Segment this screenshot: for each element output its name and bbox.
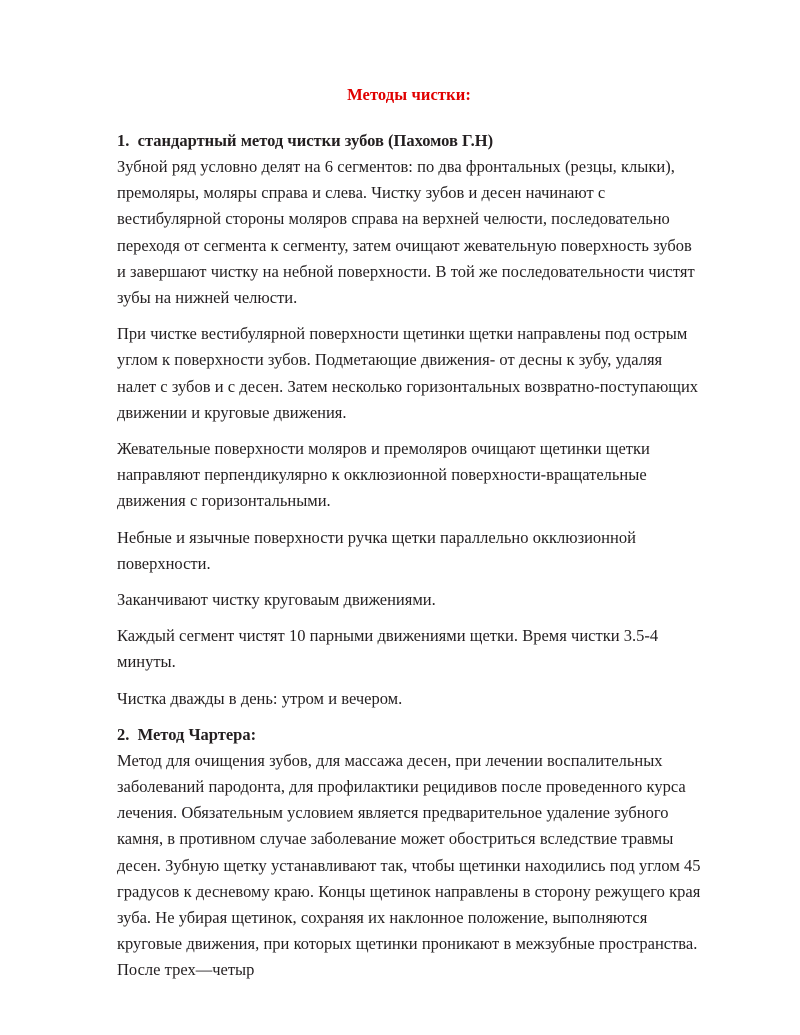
paragraph-block bbox=[117, 748, 705, 984]
section-1-paragraph-4: Небные и язычные поверхности ручка щетки параллельно окклюзионной поверхности. bbox=[117, 527, 641, 573]
paragraph-block bbox=[117, 321, 707, 426]
section-1-heading-label: стандартный метод чистки зубов (Пахомов Г.Н) bbox=[137, 131, 494, 150]
paragraph-block bbox=[117, 154, 701, 311]
section-2-heading-label: Метод Чартера: bbox=[137, 724, 257, 744]
section-2-marker: 2. bbox=[117, 724, 130, 744]
paragraph-block bbox=[117, 623, 701, 675]
section-2-heading-block bbox=[117, 722, 701, 748]
section-1-paragraph-2: При чистке вестибулярной поверхности щетинки щетки направлены под острым углом к поверхности зубов. Подметающие движения- от десны к зубу, удаляя налет с зубов и с десен. Затем несколько горизонтальных возвратно-поступающих движении и круговые движения. bbox=[117, 324, 707, 422]
section-1-marker: 1. bbox=[117, 131, 130, 150]
section-1-paragraph-5: Заканчивают чистку круговаым движениями. bbox=[117, 590, 436, 610]
paragraph-block bbox=[117, 587, 701, 613]
page-title: Методы чистки: bbox=[347, 85, 471, 104]
paragraph-block bbox=[117, 436, 701, 515]
section-1-paragraph-6: Каждый сегмент чистят 10 парными движениями щетки. Время чистки 3.5-4 минуты. bbox=[117, 626, 663, 672]
paragraph-block bbox=[117, 525, 701, 577]
document-content bbox=[117, 82, 707, 984]
section-1-paragraph-3: Жевательные поверхности моляров и премоляров очищают щетинки щетки направляют перпендикулярно к окклюзионной поверхности-вращательные движения с горизонтальными. bbox=[117, 439, 655, 511]
section-2-heading bbox=[117, 722, 701, 748]
section-1-heading-block bbox=[117, 128, 701, 154]
section-1-paragraph-1: Зубной ряд условно делят на 6 сегментов: по два фронтальных (резцы, клыки), премоляры, моляры справа и слева. Чистку зубов и десен начинают с вестибулярной стороны моляров справа на верхней челюсти, последовательно переходя от сегмента к сегменту, затем очищают жевательную поверхность зубов и завершают чистку на небной поверхности. В той же последовательности чистят зубы на нижней челюсти. bbox=[117, 157, 699, 308]
paragraph-block bbox=[117, 686, 701, 712]
section-1-heading bbox=[117, 128, 701, 154]
section-2-paragraph-1: Метод для очищения зубов, для массажа десен, при лечении воспалительных заболеваний пародонта, для профилактики рецидивов после проведенного курса лечения. Обязательным условием является предварительное удаление зубного камня, в противном случае заболевание может обостриться вследствие травмы десен. Зубную щетку устанавливают так, чтобы щетинки находились под углом 45 градусов к десневому краю. Концы щетинок направлены в сторону режущего края зуба. Не убирая щетинок, сохраняя их наклонное положение, выполняются круговые движения, при которых щетинки проникают в межзубные пространства. После трех—четыр bbox=[117, 750, 705, 980]
section-1-paragraph-7: Чистка дважды в день: утром и вечером. bbox=[117, 688, 403, 708]
